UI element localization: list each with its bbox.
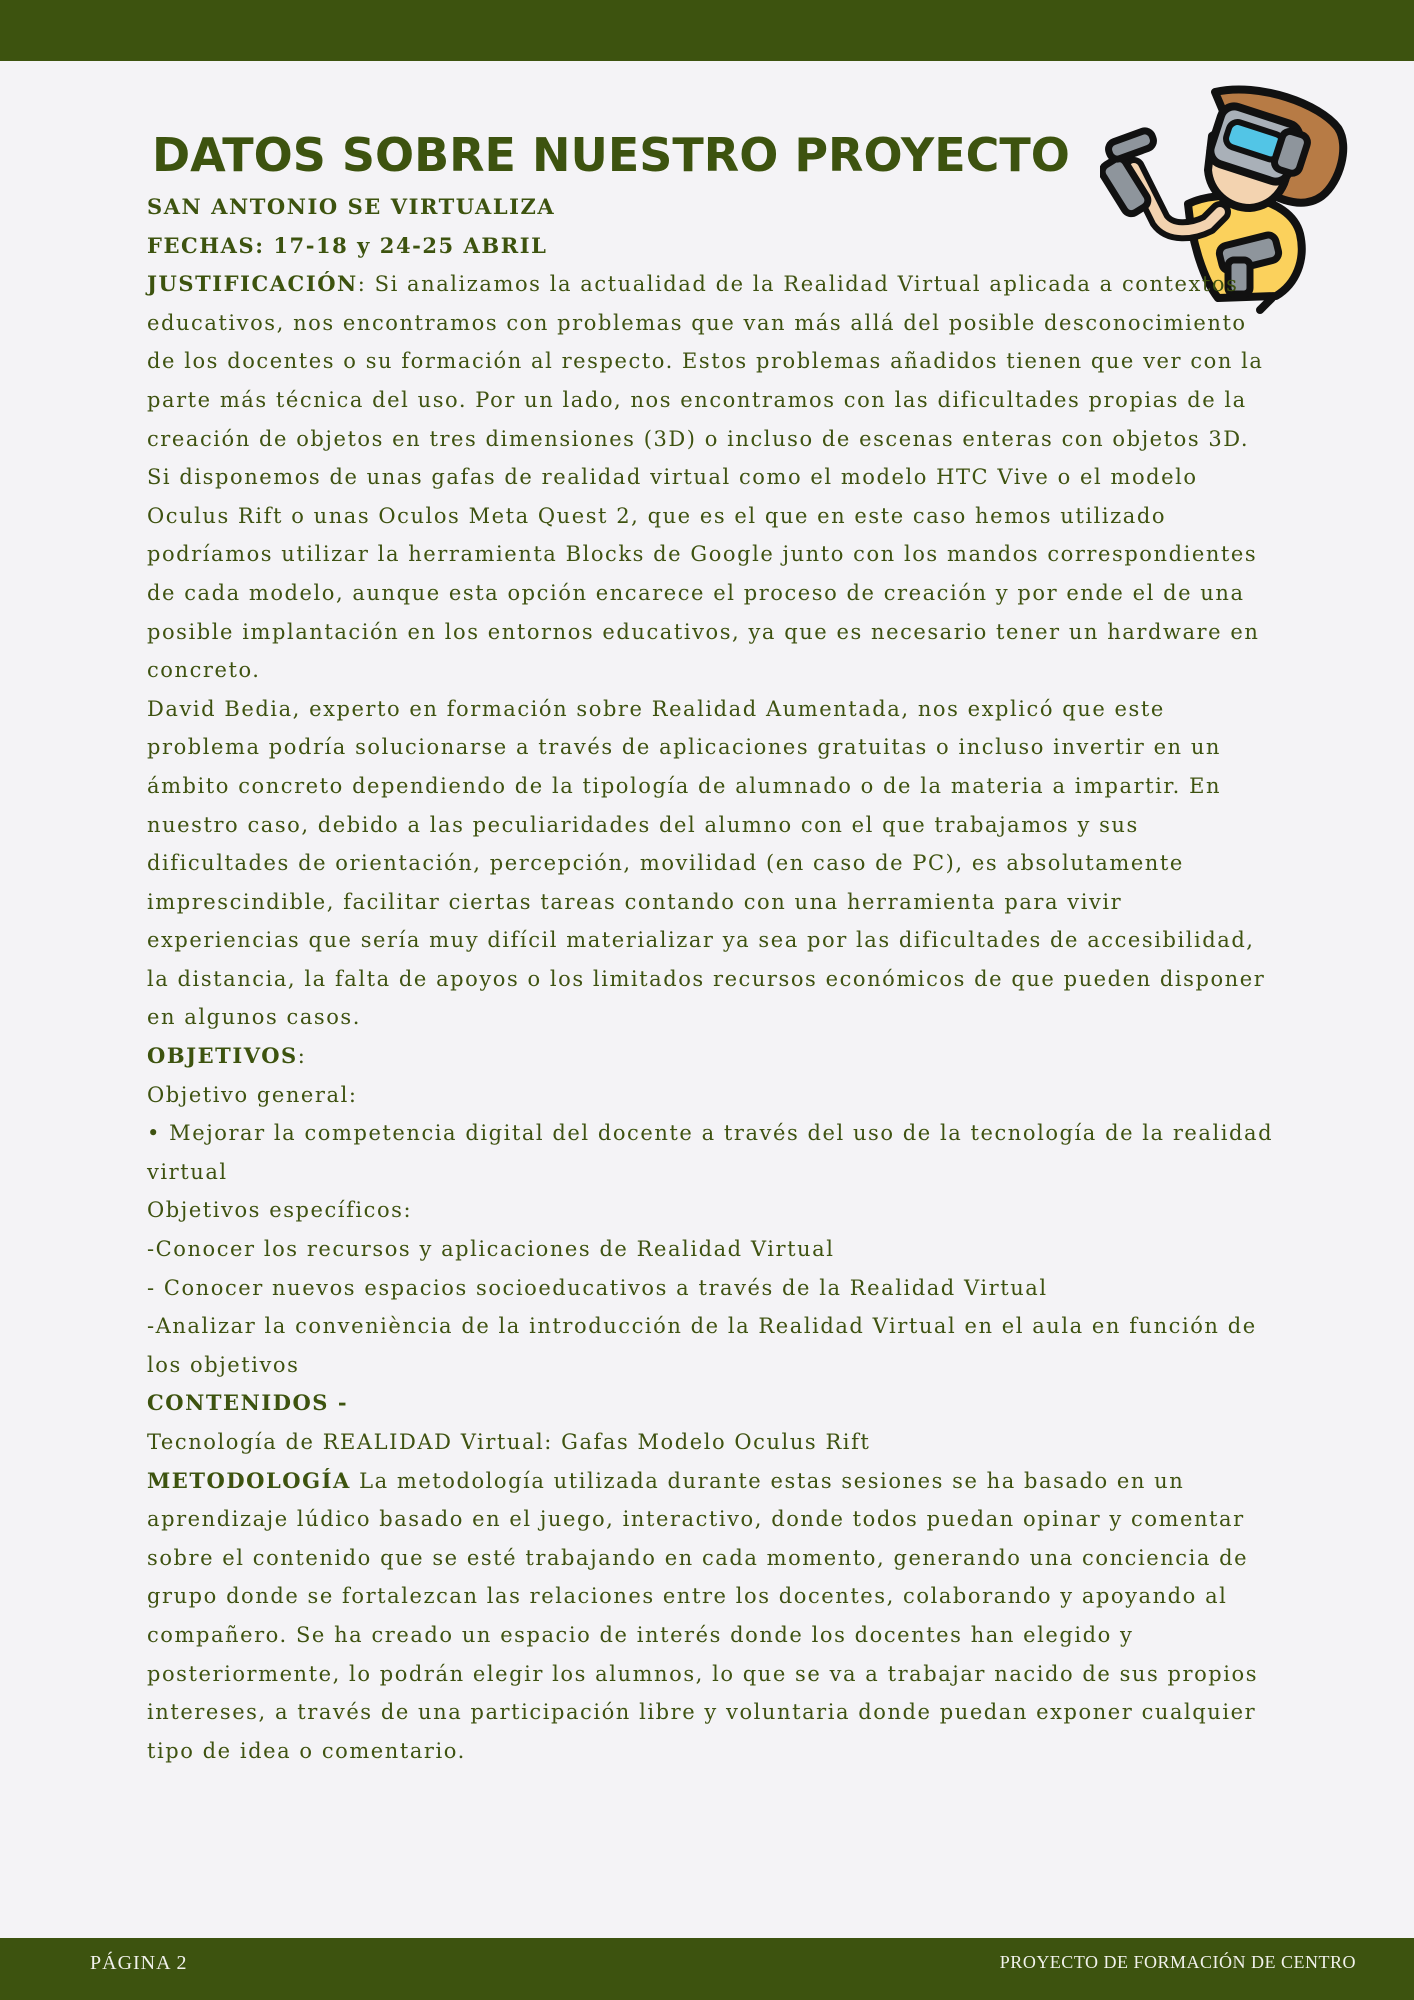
contents-heading: CONTENIDOS - — [147, 1390, 349, 1416]
justification-label: JUSTIFICACIÓN — [147, 271, 358, 297]
header-bar — [0, 0, 1414, 61]
specific-objective-item: -Analizar la conveniència de la introducción de la Realidad Virtual en el aula en función de los objetivos — [147, 1314, 1257, 1377]
general-objective-label: Objetivo general: — [147, 1082, 358, 1107]
document-body — [147, 188, 1277, 1770]
specific-objective-item: - Conocer nuevos espacios socioeducativos a través de la Realidad Virtual — [147, 1275, 1048, 1300]
methodology-paragraph — [147, 1462, 1277, 1771]
page-number: PÁGINA 2 — [90, 1952, 188, 1974]
methodology-text: La metodología utilizada durante estas sesiones se ha basado en un aprendizaje lúdico basado en el juego, interactivo, donde todos puedan opinar y comentar sobre el contenido que se esté trabajando en cada momento, generando una conciencia de grupo donde se fortalezcan las relaciones entre los docentes, colaborando y apoyando al compañero. Se ha creado un espacio de interés donde los docentes han elegido y posteriormente, lo podrán elegir los alumnos, lo que se va a trabajar nacido de sus propios intereses, a través de una participación libre y voluntaria donde puedan exponer cualquier tipo de idea o comentario. — [147, 1468, 1259, 1763]
project-name: SAN ANTONIO SE VIRTUALIZA — [147, 194, 556, 219]
methodology-label: METODOLOGÍA — [147, 1467, 351, 1493]
contents-text: Tecnología de REALIDAD Virtual: Gafas Modelo Oculus Rift — [147, 1430, 871, 1454]
specific-objectives-label: Objetivos específicos: — [147, 1198, 413, 1223]
objectives-heading: OBJETIVOS: — [147, 1043, 307, 1069]
david-bedia-paragraph: David Bedia, experto en formación sobre Realidad Aumentada, nos explicó que este problema podría solucionarse a través de aplicaciones gratuitas o incluso invertir en un ámbito concreto dependiendo de la tipología de alumnado o de la materia a impartir. En nuestro caso, debido a las peculiaridades del alumno con el que trabajamos y sus dificultades de orientación, percepción, movilidad (en caso de PC), es absolutamente imprescindible, facilitar ciertas tareas contando con una herramienta para vivir experiencias que sería muy difícil materializar ya sea por las dificultades de accesibilidad, la distancia, la falta de apoyos o los limitados recursos económicos de que pueden disponer en algunos casos. — [147, 696, 1266, 1030]
objectives-label: OBJETIVOS — [147, 1043, 298, 1069]
project-dates: FECHAS: 17-18 y 24-25 ABRIL — [147, 232, 548, 258]
justification-paragraph — [147, 265, 1277, 690]
general-objective: • Mejorar la competencia digital del docente a través del uso de la tecnología de la realidad virtual — [147, 1121, 1274, 1184]
page-title: DATOS SOBRE NUESTRO PROYECTO — [152, 128, 1070, 182]
justification-text: : Si analizamos la actualidad de la Realidad Virtual aplicada a contextos educativos, nos encontramos con problemas que van más allá del posible desconocimiento de los docentes o su formación al respecto. Estos problemas añadidos tienen que ver con la parte más técnica del uso. Por un lado, nos encontramos con las dificultades propias de la creación de objetos en tres dimensiones (3D) o incluso de escenas enteras con objetos 3D. Si disponemos de unas gafas de realidad virtual como el modelo HTC Vive o el modelo Oculus Rift o unas Oculos Meta Quest 2, que es el que en este caso hemos utilizado podríamos utilizar la herramienta Blocks de Google junto con los mandos correspondientes de cada modelo, aunque esta opción encarece el proceso de creación y por ende el de una posible implantación en los entornos educativos, ya que es necesario tener un hardware en concreto. — [147, 272, 1264, 683]
specific-objective-item: -Conocer los recursos y aplicaciones de Realidad Virtual — [147, 1237, 835, 1262]
footer-project-label: PROYECTO DE FORMACIÓN DE CENTRO — [999, 1952, 1356, 1972]
